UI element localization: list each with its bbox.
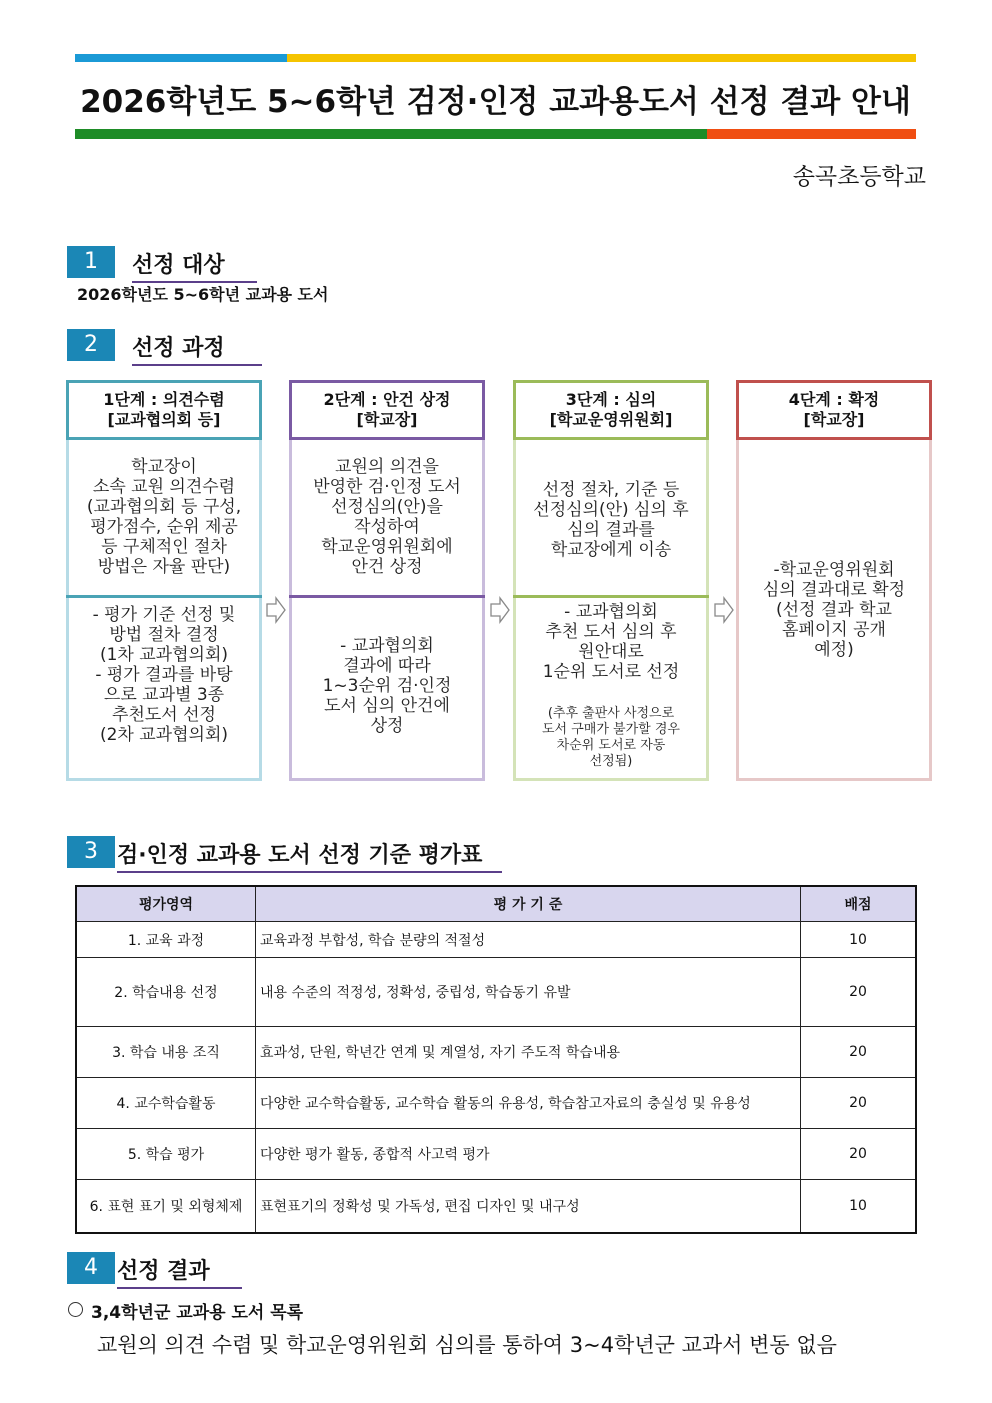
stage-description-line: 선정심의(안)을 xyxy=(331,497,443,517)
stage-title: 4단계 : 확정 xyxy=(788,390,880,409)
table-row xyxy=(76,1129,916,1180)
stage-detail xyxy=(295,636,479,736)
stage-description-line: 선정심의(안) 심의 후 xyxy=(533,500,689,520)
stage-detail-line: (2차 교과협의회) xyxy=(99,725,229,745)
stage-description-line: 방법은 자율 판단) xyxy=(97,557,231,577)
stage-detail xyxy=(72,605,256,745)
stage-note-line: 차순위 도서로 자동 xyxy=(556,738,666,753)
stage-description-line: 소속 교원 의견수렴 xyxy=(92,477,236,497)
stage-owner: [교과협의회 등] xyxy=(107,410,221,429)
score-cell: 10 xyxy=(801,1180,917,1233)
stage-detail-line: - 평가 기준 선정 및 xyxy=(92,605,236,625)
area-cell: 3. 학습 내용 조직 xyxy=(76,1027,256,1078)
area-cell: 2. 학습내용 선정 xyxy=(76,958,256,1027)
stage-description-line: 평가점수, 순위 제공 xyxy=(90,517,238,537)
stage-box-2 xyxy=(289,380,485,780)
stage-detail-line: - 교과협의회 xyxy=(564,602,658,622)
criteria-table xyxy=(75,885,917,1234)
criteria-cell: 교육과정 부합성, 학습 분량의 적절성 xyxy=(256,922,801,958)
criteria-cell: 다양한 평가 활동, 종합적 사고력 평가 xyxy=(256,1129,801,1180)
section-number-2: 2 xyxy=(67,329,115,361)
stage-detail-line: 추천도서 선정 xyxy=(112,705,216,725)
area-cell: 1. 교육 과정 xyxy=(76,922,256,958)
stage-detail-line: 으로 교과별 3종 xyxy=(103,685,225,705)
section-title-3: 검·인정 교과용 도서 선정 기준 평가표 xyxy=(117,838,502,873)
stage-detail-line: - 평가 결과를 바탕 xyxy=(95,665,233,685)
page-title: 2026학년도 5~6학년 검정·인정 교과용도서 선정 결과 안내 xyxy=(80,84,911,120)
stage-description-line: 안건 상정 xyxy=(351,557,423,577)
section-1-content: 2026학년도 5~6학년 교과용 도서 xyxy=(77,285,329,304)
stage-description-line: 홈페이지 공개 xyxy=(782,620,886,640)
stage-description-line: 선정 절차, 기준 등 xyxy=(542,480,680,500)
stage-detail-line: 1~3순위 검·인정 xyxy=(322,676,452,696)
stage-description-line: -학교운영위원회 xyxy=(773,560,895,580)
header-criteria: 평 가 기 준 xyxy=(256,886,801,922)
stage-detail-line: 원안대로 xyxy=(578,642,644,662)
bottom-bar-red xyxy=(707,129,916,139)
section-number-4: 4 xyxy=(67,1252,115,1284)
stage-description xyxy=(72,457,256,577)
arrow-right-icon xyxy=(490,596,510,624)
stage-description-line: 학교장이 xyxy=(131,457,197,477)
section-title-2: 선정 과정 xyxy=(132,331,262,366)
stage-header xyxy=(66,380,262,440)
bottom-bar-green xyxy=(75,129,707,139)
stage-description-line: 반영한 검·인정 도서 xyxy=(313,477,461,497)
arrow-right-icon xyxy=(266,596,286,624)
table-header-row xyxy=(76,886,916,922)
stage-header xyxy=(289,380,485,440)
bullet-circle-icon xyxy=(68,1302,83,1317)
stage-description-line: (교과협의회 등 구성, xyxy=(86,497,242,517)
result-item-text: 교원의 의견 수렴 및 학교운영위원회 심의를 통하여 3~4학년군 교과서 변동 없음 xyxy=(97,1333,837,1357)
stage-description xyxy=(295,457,479,577)
stage-description-line: 작성하여 xyxy=(354,517,420,537)
section-title-4: 선정 결과 xyxy=(117,1254,242,1289)
stage-description-line: (선정 결과 학교 xyxy=(776,600,892,620)
stage-header xyxy=(513,380,709,440)
header-score: 배점 xyxy=(801,886,917,922)
stage-owner: [학교운영위원회] xyxy=(549,410,673,429)
score-cell: 20 xyxy=(801,1129,917,1180)
header-area: 평가영역 xyxy=(76,886,256,922)
stage-detail-line: 추천 도서 심의 후 xyxy=(545,622,677,642)
criteria-cell: 내용 수준의 적정성, 정확성, 중립성, 학습동기 유발 xyxy=(256,958,801,1027)
score-cell: 20 xyxy=(801,1078,917,1129)
table-row xyxy=(76,922,916,958)
stage-detail xyxy=(519,602,703,682)
stage-description-line: 교원의 의견을 xyxy=(335,457,439,477)
stage-detail-line: 상정 xyxy=(370,716,404,736)
stage-owner: [학교장] xyxy=(803,410,865,429)
stage-box-4 xyxy=(736,380,932,780)
stage-divider xyxy=(66,595,262,598)
stage-note-line: (추후 출판사 사정으로 xyxy=(547,706,675,721)
stage-title: 2단계 : 안건 상정 xyxy=(323,390,451,409)
table-row xyxy=(76,1027,916,1078)
stage-box-1 xyxy=(66,380,262,780)
stage-detail-line: (1차 교과협의회) xyxy=(99,645,229,665)
table-row xyxy=(76,1078,916,1129)
area-cell: 5. 학습 평가 xyxy=(76,1129,256,1180)
section-number-1: 1 xyxy=(67,246,115,278)
stage-detail-line: 1순위 도서로 선정 xyxy=(542,662,680,682)
stage-header xyxy=(736,380,932,440)
table-row xyxy=(76,1180,916,1233)
score-cell: 20 xyxy=(801,958,917,1027)
stage-note xyxy=(519,706,703,770)
table-row xyxy=(76,958,916,1027)
top-bar-blue xyxy=(75,54,287,62)
stage-description-line: 심의 결과대로 확정 xyxy=(762,580,906,600)
criteria-cell: 다양한 교수학습활동, 교수학습 활동의 유용성, 학습참고자료의 충실성 및 유용성 xyxy=(256,1078,801,1129)
score-cell: 20 xyxy=(801,1027,917,1078)
stage-divider xyxy=(513,595,709,598)
area-cell: 4. 교수학습활동 xyxy=(76,1078,256,1129)
school-name: 송곡초등학교 xyxy=(792,164,926,190)
stage-title: 1단계 : 의견수렴 xyxy=(103,390,225,409)
stage-detail-line: - 교과협의회 xyxy=(340,636,434,656)
score-cell: 10 xyxy=(801,922,917,958)
area-cell: 6. 표현 표기 및 외형체제 xyxy=(76,1180,256,1233)
stage-note-line: 선정됨) xyxy=(589,754,633,769)
stage-description-line: 학교장에게 이송 xyxy=(550,540,672,560)
stage-description-line: 등 구체적인 절차 xyxy=(101,537,227,557)
result-item-title: 3,4학년군 교과용 도서 목록 xyxy=(91,1303,304,1323)
arrow-right-icon xyxy=(714,596,734,624)
stage-box-3 xyxy=(513,380,709,780)
stage-description-line: 학교운영위원회에 xyxy=(321,537,453,557)
stage-description-line: 심의 결과를 xyxy=(567,520,655,540)
stage-detail-line: 방법 절차 결정 xyxy=(109,625,219,645)
section-number-3: 3 xyxy=(67,836,115,868)
criteria-cell: 표현표기의 정확성 및 가독성, 편집 디자인 및 내구성 xyxy=(256,1180,801,1233)
stage-title: 3단계 : 심의 xyxy=(565,390,657,409)
stage-owner: [학교장] xyxy=(356,410,418,429)
stage-description xyxy=(742,560,926,660)
stage-detail-line: 결과에 따라 xyxy=(343,656,431,676)
stage-description-line: 예정) xyxy=(814,640,854,660)
stage-divider xyxy=(289,595,485,598)
section-title-1: 선정 대상 xyxy=(132,248,257,283)
top-bar-yellow xyxy=(287,54,916,62)
stage-description xyxy=(519,480,703,560)
stage-detail-line: 도서 심의 안건에 xyxy=(324,696,450,716)
criteria-cell: 효과성, 단원, 학년간 연계 및 계열성, 자기 주도적 학습내용 xyxy=(256,1027,801,1078)
stage-note-line: 도서 구매가 불가할 경우 xyxy=(542,722,680,737)
